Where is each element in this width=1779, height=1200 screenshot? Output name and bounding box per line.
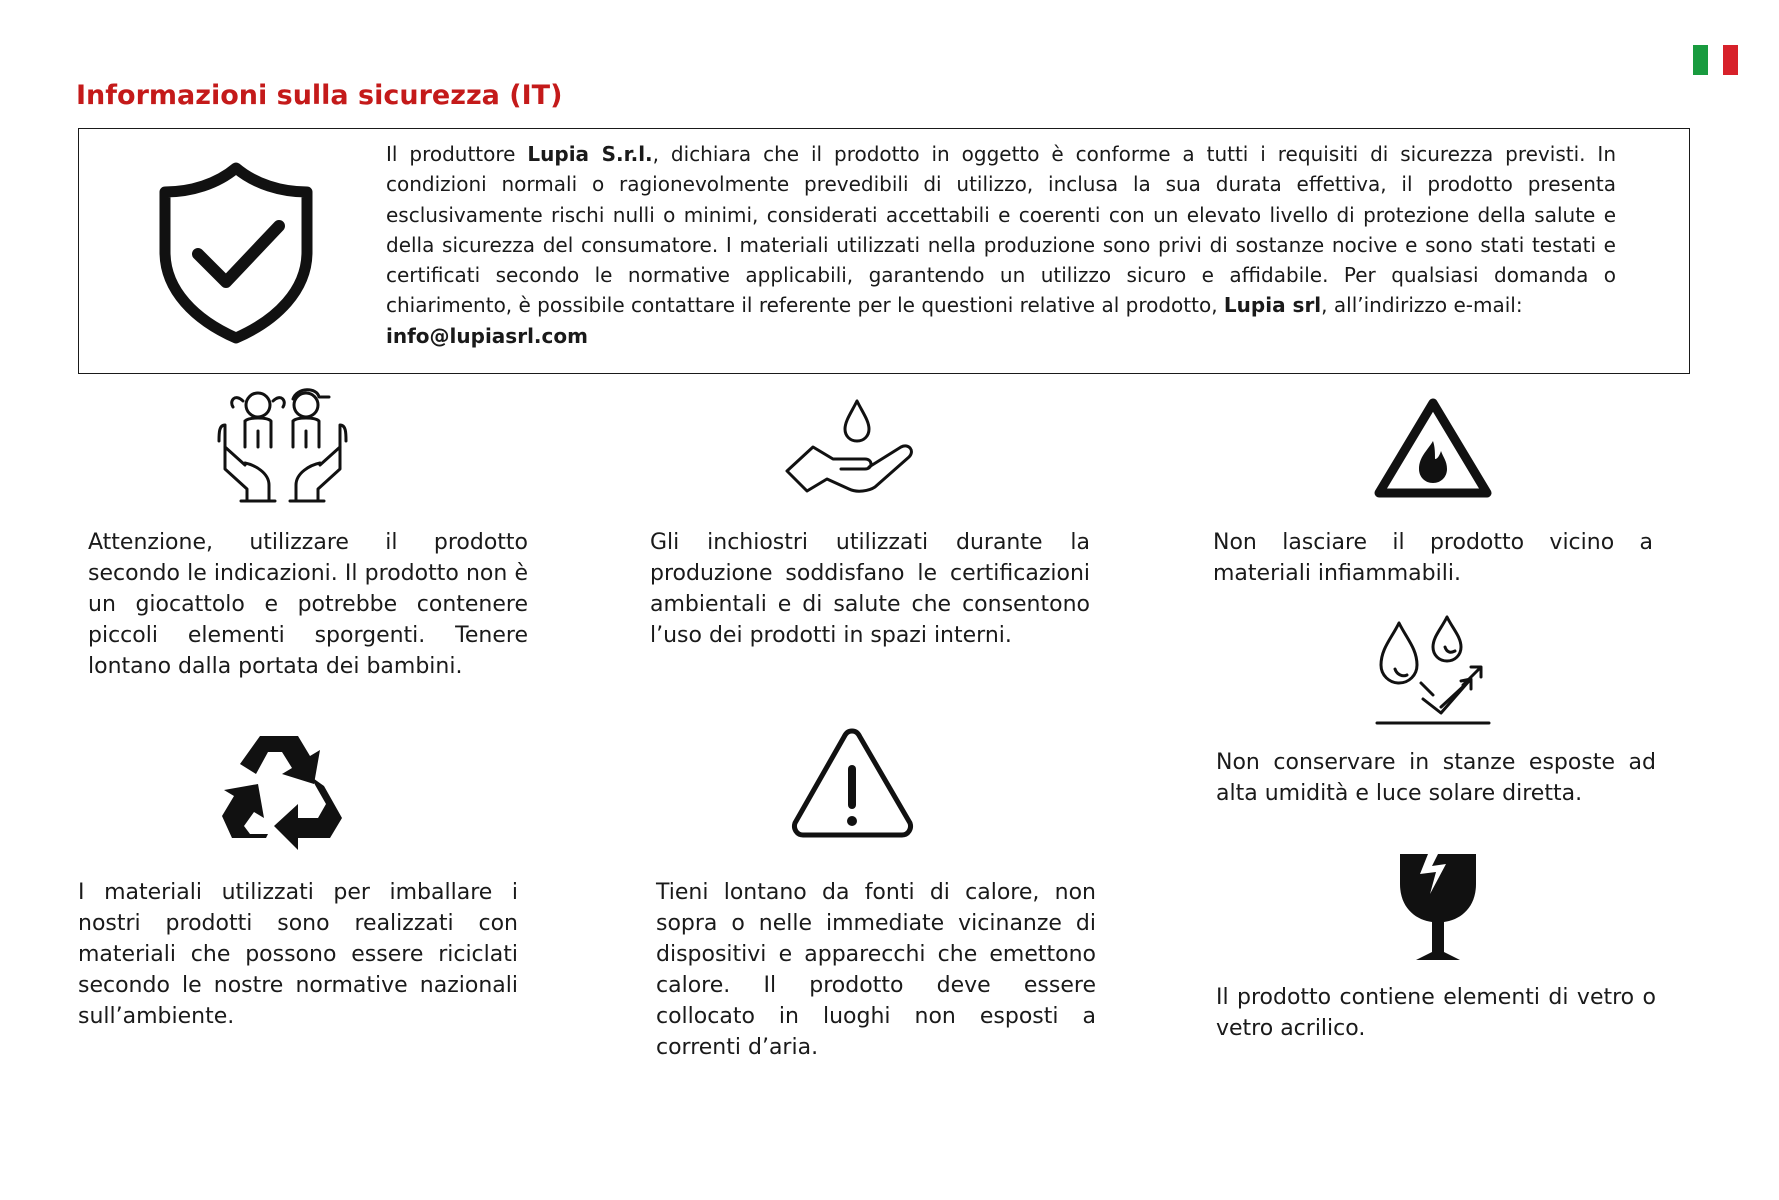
- notice-inks-text: Gli inchiostri utilizzati durante la produzione soddisfano le certificazioni ambientali e di salute che consentono l’uso dei prodotti in spazi interni.: [650, 530, 1090, 648]
- flag-green-stripe: [1693, 45, 1708, 75]
- humidity-icon: [1375, 613, 1495, 728]
- italian-flag-icon: [1693, 45, 1738, 75]
- contact-text: , all’indirizzo e-mail:: [1321, 293, 1523, 318]
- notice-humidity-text: Non conservare in stanze esposte ad alta umidità e luce solare diretta.: [1216, 750, 1656, 806]
- fragile-glass-icon: [1398, 850, 1478, 965]
- notice-glass-text: Il prodotto contiene elementi di vetro o vetro acrilico.: [1216, 985, 1656, 1041]
- declaration-body: , dichiara che il prodotto in oggetto è conforme a tutti i requisiti di sicurezza previsti. In condizioni normali o ragionevolmente prevedibili di utilizzo, inclusa la sua durata effettiva, il prodotto presenta esclusivamente rischi nulli o minimi, considerati accettabili e coerenti con un elevato livello di protezione della salute e della sicurezza del consumatore. I materiali utilizzati nella produzione sono privi di sostanze nocive e sono stati testati e certificati secondo le normative applicabili, garantendo un utilizzo sicuro e affidabile. Per qualsiasi domanda o chiarimento, è possibile contattare il referente per le questioni relative al prodotto,: [386, 142, 1617, 318]
- flag-red-stripe: [1723, 45, 1738, 75]
- notice-heat-text: Tieni lontano da fonti di calore, non sopra o nelle immediate vicinanze di dispositivi e apparecchi che emettono calore. Il prodotto deve essere collocato in luoghi non esposti a correnti d’aria.: [656, 880, 1096, 1060]
- recycle-icon: [220, 726, 345, 851]
- notice-flammable-text: Non lasciare il prodotto vicino a materiali infiammabili.: [1213, 530, 1653, 586]
- safety-declaration: [386, 139, 1616, 351]
- flag-white-stripe: [1708, 45, 1723, 75]
- contact-name: Lupia srl: [1223, 293, 1322, 318]
- contact-email: info@lupiasrl.com: [386, 323, 588, 348]
- children-hands-icon: [215, 385, 350, 505]
- notice-children-text: Attenzione, utilizzare il prodotto secondo le indicazioni. Il prodotto non è un giocattolo e potrebbe contenere piccoli elementi sporgenti. Tenere lontano dalla portata dei bambini.: [88, 530, 528, 679]
- page-title: Informazioni sulla sicurezza (IT): [76, 80, 563, 111]
- declaration-intro: Il produttore: [386, 142, 528, 166]
- manufacturer-name: Lupia S.r.l.: [527, 142, 653, 166]
- hand-drop-icon: [783, 395, 918, 495]
- notice-recycle-text: I materiali utilizzati per imballare i nostri prodotti sono realizzati con materiali che possono essere riciclati secondo le nostre normative nazionali sull’ambiente.: [78, 880, 518, 1029]
- flammable-warning-icon: [1373, 395, 1493, 500]
- warning-exclamation-icon: [790, 725, 915, 840]
- shield-check-icon: [155, 160, 317, 345]
